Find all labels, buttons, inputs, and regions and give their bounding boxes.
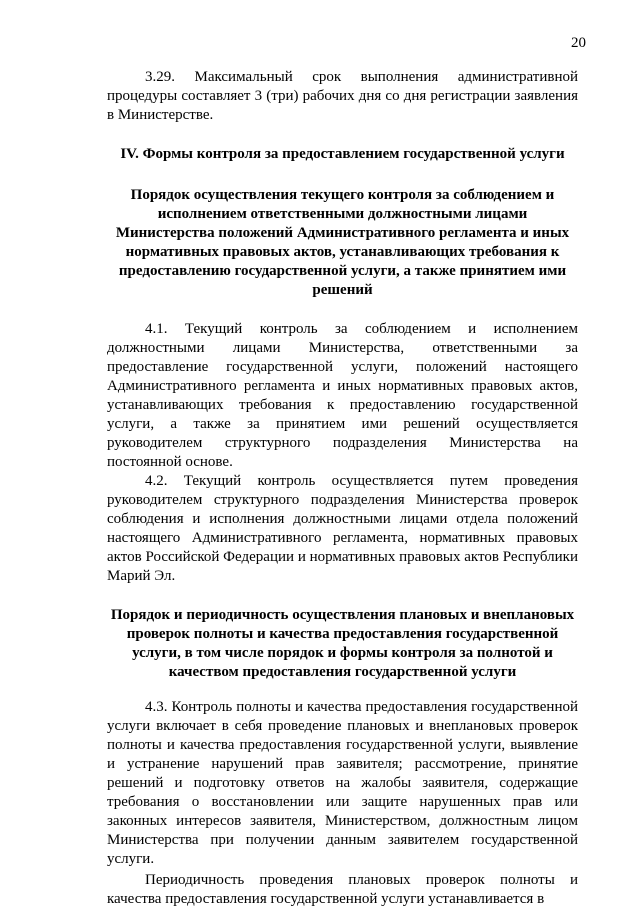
heading-periodicity: Порядок и периодичность осуществления плановых и внеплановых проверок полноты и качества предоставления государственной услуги, в том числе порядок и формы контроля за полнотой и качеством предоставления государственной услуги — [110, 607, 575, 680]
page-number: 20 — [571, 35, 586, 51]
paragraph-periodicity: Периодичность проведения плановых проверок полноты и качества предоставления государственной услуги устанавливается в — [107, 872, 578, 907]
paragraph-3-29: 3.29. Максимальный срок выполнения административной процедуры составляет 3 (три) рабочих дня со дня регистрации заявления в Министерстве. — [107, 69, 578, 123]
paragraph-4-2: 4.2. Текущий контроль осуществляется путем проведения руководителем структурного подразделения Министерства проверок соблюдения и исполнения должностными лицами отдела положений настоящего Административного регламента, нормативных правовых актов Российской Федерации и нормативных правовых актов Республики Марий Эл. — [107, 473, 578, 584]
heading-current-control: Порядок осуществления текущего контроля за соблюдением и исполнением ответственными должностными лицами Министерства положений Административного регламента и иных нормативных правовых актов, устанавливающих требования к предоставлению государственной услуги, а также принятием ими решений — [115, 187, 570, 298]
paragraph-4-1: 4.1. Текущий контроль за соблюдением и исполнением должностными лицами Министерства, ответственными за предоставление государственной услуги, положений настоящего Административного регламента и иных нормативных правовых актов, устанавливающих требования к предоставлению государственной услуги, а также за принятием ими решений осуществляется руководителем структурного подразделения Министерства на постоянной основе. — [107, 321, 578, 470]
document-body — [107, 68, 578, 909]
paragraph-4-3: 4.3. Контроль полноты и качества предоставления государственной услуги включает в себя проведение плановых и внеплановых проверок полноты и качества предоставления государственной услуги, выявление и устранение нарушений прав заявителя; рассмотрение, принятие решений и подготовку ответов на жалобы заявителя, содержащие требования о восстановлении или защите нарушенных прав или законных интересов заявителя, Министерством, должностным лицом Министерства при получении данным заявителем государственной услуги. — [107, 699, 578, 867]
section-iv-title: IV. Формы контроля за предоставлением государственной услуги — [120, 146, 565, 162]
